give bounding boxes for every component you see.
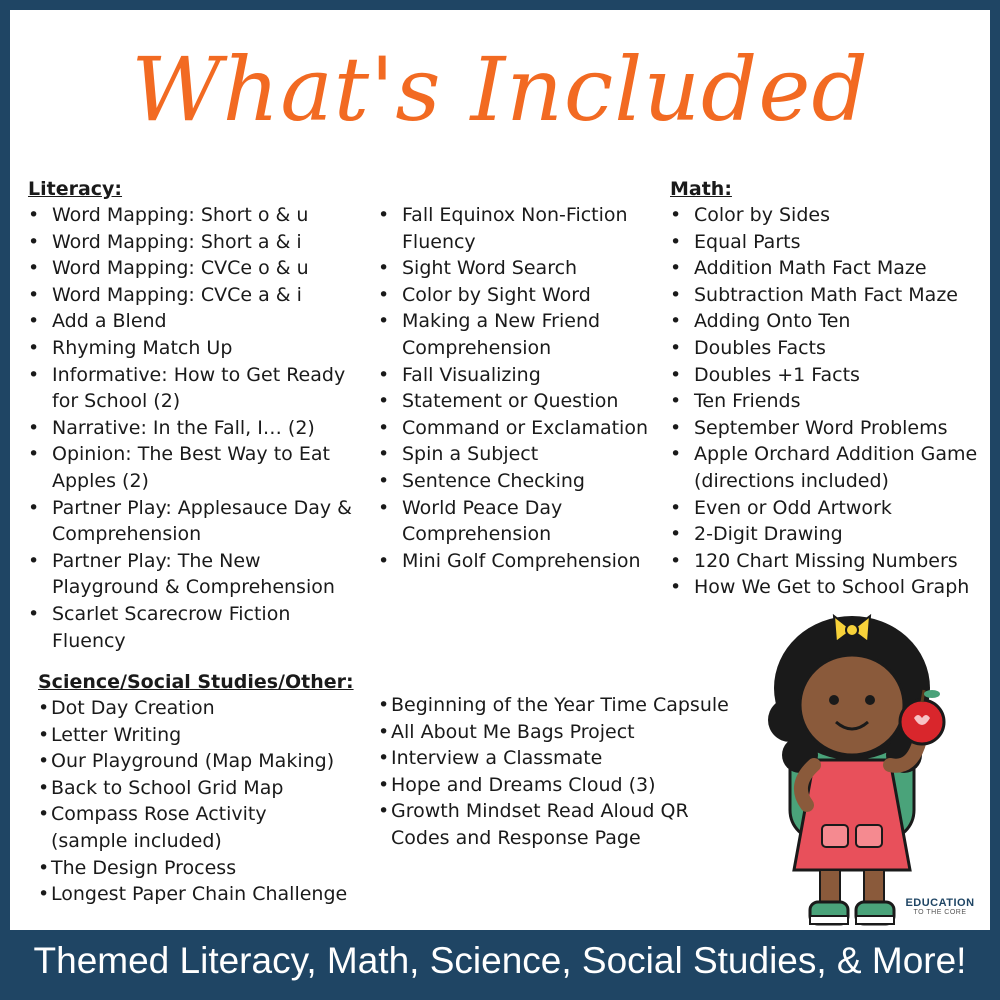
list-item: • Sentence Checking — [378, 468, 668, 495]
list-item: • September Word Problems — [670, 415, 980, 442]
list-item: • Sight Word Search — [378, 255, 668, 282]
list-item: • The Design Process — [38, 855, 368, 882]
list-item: • Equal Parts — [670, 229, 980, 256]
list-item: • Narrative: In the Fall, I… (2) — [28, 415, 368, 442]
list-item: • Partner Play: The New Playground & Comprehension — [28, 548, 368, 601]
list-item: • Addition Math Fact Maze — [670, 255, 980, 282]
list-item: • Word Mapping: CVCe a & i — [28, 282, 368, 309]
math-column — [670, 176, 980, 601]
list-item: • Even or Odd Artwork — [670, 495, 980, 522]
science-list — [38, 695, 368, 908]
list-item: • All About Me Bags Project — [378, 719, 738, 746]
list-item: • Add a Blend — [28, 308, 368, 335]
list-item: • Subtraction Math Fact Maze — [670, 282, 980, 309]
content-card — [10, 10, 990, 930]
list-item: • Informative: How to Get Ready for School (2) — [28, 362, 368, 415]
list-item: • Ten Friends — [670, 388, 980, 415]
math-list — [670, 202, 980, 601]
list-item: • Fall Visualizing — [378, 362, 668, 389]
girl-with-apple-icon — [752, 610, 952, 930]
list-item: • Statement or Question — [378, 388, 668, 415]
list-item: • Compass Rose Activity (sample included) — [38, 801, 286, 854]
list-item: • Making a New Friend Comprehension — [378, 308, 668, 361]
list-item: • Spin a Subject — [378, 441, 668, 468]
literacy-column-1 — [28, 176, 368, 654]
list-item: • Adding Onto Ten — [670, 308, 980, 335]
brand-line-1: EDUCATION — [905, 897, 975, 909]
list-item: • Letter Writing — [38, 722, 368, 749]
list-item: • Word Mapping: CVCe o & u — [28, 255, 368, 282]
list-item: • Beginning of the Year Time Capsule — [378, 692, 738, 719]
list-item: • Rhyming Match Up — [28, 335, 368, 362]
brand-logo — [895, 897, 985, 916]
list-item: • Partner Play: Applesauce Day & Comprehension — [28, 495, 368, 548]
literacy-list — [28, 202, 368, 654]
literacy-list-2 — [378, 202, 668, 574]
list-item: • Word Mapping: Short o & u — [28, 202, 368, 229]
science-column-2 — [378, 692, 738, 852]
list-item: • World Peace Day Comprehension — [378, 495, 668, 548]
list-item: • Back to School Grid Map — [38, 775, 368, 802]
literacy-column-2 — [378, 202, 668, 574]
list-item: • 120 Chart Missing Numbers — [670, 548, 980, 575]
list-item: • Command or Exclamation — [378, 415, 668, 442]
list-item: • Interview a Classmate — [378, 745, 738, 772]
page-title: What's Included — [131, 38, 869, 141]
list-item: • Dot Day Creation — [38, 695, 368, 722]
list-item: • Longest Paper Chain Challenge — [38, 881, 368, 908]
science-heading: Science/Social Studies/Other: — [38, 671, 354, 693]
list-item: • Hope and Dreams Cloud (3) — [378, 772, 738, 799]
list-item: • 2-Digit Drawing — [670, 521, 980, 548]
list-item: • Color by Sight Word — [378, 282, 668, 309]
list-item: • Mini Golf Comprehension — [378, 548, 668, 575]
list-item: • Fall Equinox Non-Fiction Fluency — [378, 202, 668, 255]
list-item: • Apple Orchard Addition Game (directions included) — [670, 441, 980, 494]
list-item: • Our Playground (Map Making) — [38, 748, 368, 775]
list-item: • Doubles +1 Facts — [670, 362, 980, 389]
list-item: • How We Get to School Graph — [670, 574, 980, 601]
science-list-2 — [378, 692, 738, 852]
brand-line-2: TO THE CORE — [913, 909, 967, 916]
math-heading: Math: — [670, 178, 732, 200]
literacy-heading: Literacy: — [28, 178, 123, 200]
list-item: • Opinion: The Best Way to Eat Apples (2) — [28, 441, 368, 494]
list-item: • Growth Mindset Read Aloud QR Codes and Response Page — [378, 798, 721, 851]
list-item: • Color by Sides — [670, 202, 980, 229]
list-item: • Doubles Facts — [670, 335, 980, 362]
list-item: • Scarlet Scarecrow Fiction Fluency — [28, 601, 368, 654]
list-item: • Word Mapping: Short a & i — [28, 229, 368, 256]
footer-banner: Themed Literacy, Math, Science, Social Studies, & More! — [33, 940, 967, 981]
science-column-1 — [38, 669, 368, 908]
